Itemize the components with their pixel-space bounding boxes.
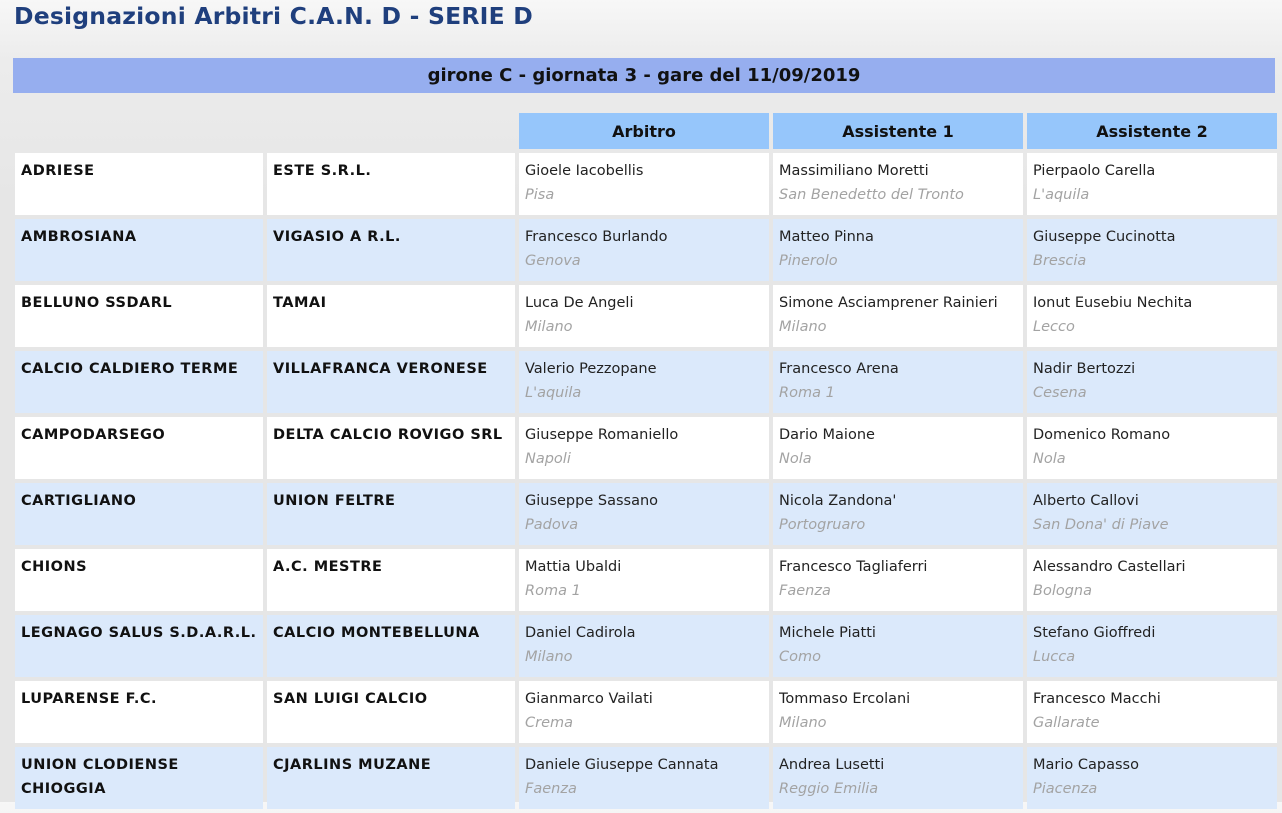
assistant1-cell [773,351,1023,413]
assistant2-name: Alberto Callovi [1033,493,1139,509]
home-team: UNION CLODIENSE CHIOGGIA [15,747,263,809]
referee-cell [519,747,769,809]
assistant1-name: Francesco Arena [779,361,899,377]
table-row [15,219,1277,281]
assistant2-cell [1027,681,1277,743]
assistant2-name: Alessandro Castellari [1033,559,1186,575]
table-row [15,417,1277,479]
assistant1-city: Milano [779,714,827,731]
referee-cell [519,615,769,677]
round-label: girone C - giornata 3 - gare del 11/09/2019 [427,65,861,86]
table-row [15,483,1277,545]
home-team: CARTIGLIANO [15,483,263,545]
assistant1-name: Nicola Zandona' [779,493,897,509]
assistant1-name: Simone Asciamprener Rainieri [779,295,998,311]
away-team: SAN LUIGI CALCIO [267,681,515,743]
header-assistant-1: Assistente 1 [773,113,1023,149]
away-team: DELTA CALCIO ROVIGO SRL [267,417,515,479]
home-team: LEGNAGO SALUS S.D.A.R.L. [15,615,263,677]
referee-city: Genova [525,252,581,269]
assistant2-cell [1027,351,1277,413]
assistant1-name: Andrea Lusetti [779,757,885,773]
home-team: CHIONS [15,549,263,611]
header-referee: Arbitro [519,113,769,149]
assistant2-name: Giuseppe Cucinotta [1033,229,1176,245]
referee-name: Giuseppe Romaniello [525,427,679,443]
header-away-team [267,113,515,149]
page-title: Designazioni Arbitri C.A.N. D - SERIE D [14,2,533,30]
referee-name: Luca De Angeli [525,295,634,311]
assistant2-city: Bologna [1033,582,1092,599]
assistant1-city: Nola [779,450,812,467]
table-row [15,747,1277,809]
designations-table [11,109,1281,813]
assistant2-cell [1027,285,1277,347]
assistant2-city: Nola [1033,450,1066,467]
referee-city: Milano [525,318,573,335]
referee-cell [519,483,769,545]
assistant2-name: Francesco Macchi [1033,691,1161,707]
referee-city: Roma 1 [525,582,581,599]
assistant1-name: Michele Piatti [779,625,876,641]
referee-cell [519,219,769,281]
assistant1-city: Como [779,648,821,665]
referee-cell [519,417,769,479]
referee-cell [519,549,769,611]
assistant2-name: Mario Capasso [1033,757,1139,773]
referee-city: Faenza [525,780,577,797]
table-row [15,615,1277,677]
away-team: CALCIO MONTEBELLUNA [267,615,515,677]
assistant1-city: Milano [779,318,827,335]
assistant2-city: Piacenza [1033,780,1098,797]
assistant2-name: Stefano Gioffredi [1033,625,1156,641]
away-team: VIGASIO A R.L. [267,219,515,281]
assistant2-city: Cesena [1033,384,1087,401]
away-team: UNION FELTRE [267,483,515,545]
assistant1-city: Reggio Emilia [779,780,879,797]
assistant1-city: San Benedetto del Tronto [779,186,964,203]
referee-city: Crema [525,714,574,731]
assistant2-city: L'aquila [1033,186,1090,203]
home-team: LUPARENSE F.C. [15,681,263,743]
assistant1-name: Massimiliano Moretti [779,163,929,179]
table-row [15,681,1277,743]
assistant1-cell [773,219,1023,281]
home-team: AMBROSIANA [15,219,263,281]
header-assistant-2: Assistente 2 [1027,113,1277,149]
home-team: CAMPODARSEGO [15,417,263,479]
referee-city: Milano [525,648,573,665]
assistant2-name: Nadir Bertozzi [1033,361,1136,377]
assistant2-city: Brescia [1033,252,1087,269]
away-team: A.C. MESTRE [267,549,515,611]
referee-cell [519,153,769,215]
table-row [15,153,1277,215]
assistant2-city: Gallarate [1033,714,1100,731]
assistant2-name: Domenico Romano [1033,427,1171,443]
referee-name: Giuseppe Sassano [525,493,659,509]
assistant2-cell [1027,417,1277,479]
assistant1-city: Faenza [779,582,831,599]
assistant1-name: Francesco Tagliaferri [779,559,928,575]
referee-name: Gioele Iacobellis [525,163,644,179]
assistant2-name: Ionut Eusebiu Nechita [1033,295,1193,311]
assistant2-cell [1027,219,1277,281]
home-team: BELLUNO SSDARL [15,285,263,347]
referee-name: Francesco Burlando [525,229,668,245]
assistant2-cell [1027,153,1277,215]
referee-cell [519,681,769,743]
assistant2-city: Lucca [1033,648,1076,665]
assistant1-cell [773,153,1023,215]
assistant2-cell [1027,483,1277,545]
referee-name: Gianmarco Vailati [525,691,653,707]
assistant1-cell [773,681,1023,743]
away-team: TAMAI [267,285,515,347]
referee-name: Mattia Ubaldi [525,559,622,575]
referee-name: Daniele Giuseppe Cannata [525,757,719,773]
home-team: CALCIO CALDIERO TERME [15,351,263,413]
referee-cell [519,285,769,347]
referee-city: Napoli [525,450,571,467]
table-row [15,351,1277,413]
assistant2-cell [1027,615,1277,677]
referee-cell [519,351,769,413]
home-team: ADRIESE [15,153,263,215]
assistant1-cell [773,549,1023,611]
assistant1-cell [773,483,1023,545]
away-team: CJARLINS MUZANE [267,747,515,809]
assistant2-cell [1027,747,1277,809]
table-row [15,285,1277,347]
assistant1-city: Roma 1 [779,384,835,401]
table-row [15,549,1277,611]
referee-city: L'aquila [525,384,582,401]
assistant1-city: Portogruaro [779,516,866,533]
assistant2-name: Pierpaolo Carella [1033,163,1156,179]
assistant1-cell [773,615,1023,677]
assistant1-cell [773,285,1023,347]
away-team: VILLAFRANCA VERONESE [267,351,515,413]
referee-name: Daniel Cadirola [525,625,636,641]
referee-city: Pisa [525,186,555,203]
assistant2-cell [1027,549,1277,611]
header-home-team [15,113,263,149]
round-banner [13,58,1275,93]
assistant2-city: San Dona' di Piave [1033,516,1169,533]
referee-name: Valerio Pezzopane [525,361,657,377]
assistant1-name: Tommaso Ercolani [779,691,911,707]
assistant1-cell [773,417,1023,479]
assistant1-name: Matteo Pinna [779,229,874,245]
assistant2-city: Lecco [1033,318,1075,335]
assistant1-name: Dario Maione [779,427,875,443]
assistant1-city: Pinerolo [779,252,838,269]
table-header-row [15,113,1277,149]
assistant1-cell [773,747,1023,809]
away-team: ESTE S.R.L. [267,153,515,215]
referee-city: Padova [525,516,579,533]
